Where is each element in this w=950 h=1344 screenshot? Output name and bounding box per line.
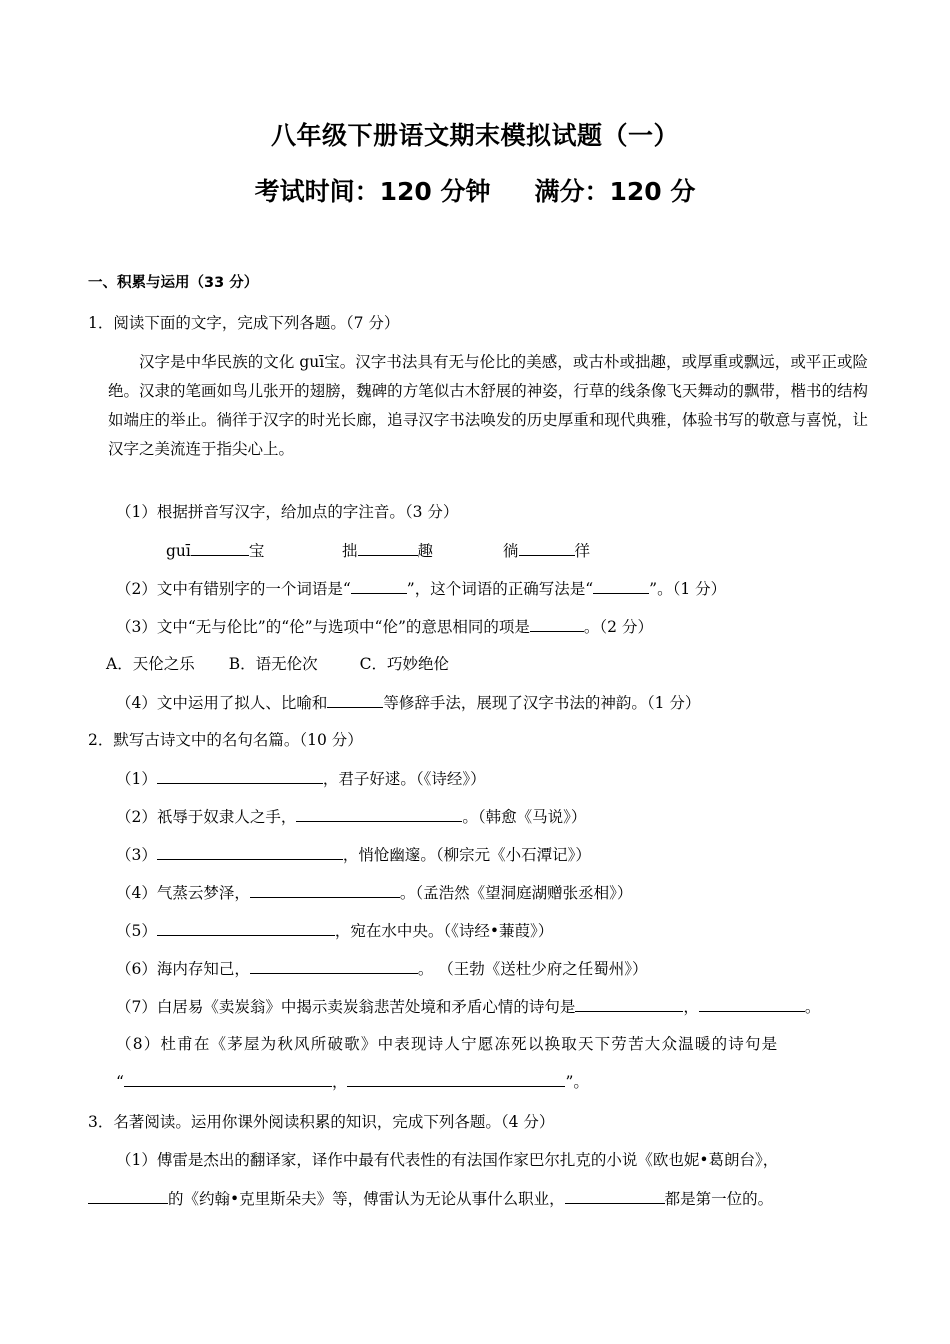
recite-line-6: （6）海内存知己， 。 （王勃《送杜少府之任蜀州》） <box>116 960 648 978</box>
answer-blank[interactable] <box>250 958 418 974</box>
question-1-sub-1: （1）根据拼音写汉字，给加点的字注音。（3 分） <box>116 503 459 521</box>
option-b[interactable]: B．语无伦次 <box>228 655 318 673</box>
fill-guibao: guī 宝 <box>166 542 265 560</box>
recite-line-8: （8）杜甫在《茅屋为秋风所破歌》中表现诗人宁愿冻死以换取天下劳苦大众温暖的诗句是 “ ， ”。 <box>116 1035 779 1091</box>
answer-blank[interactable] <box>157 768 323 784</box>
option-a[interactable]: A．天伦之乐 <box>106 655 195 673</box>
answer-blank[interactable] <box>575 996 683 1012</box>
answer-blank[interactable] <box>124 1071 332 1087</box>
option-c[interactable]: C．巧妙绝伦 <box>359 655 449 673</box>
answer-blank[interactable] <box>191 540 249 556</box>
recite-line-2: （2）祇辱于奴隶人之手， 。（韩愈《马说》） <box>116 808 587 826</box>
answer-blank[interactable] <box>593 578 649 594</box>
answer-blank[interactable] <box>157 844 343 860</box>
question-2-stem: 2．默写古诗文中的名句名篇。（10 分） <box>88 731 363 749</box>
question-1-sub-2: （2）文中有错别字的一个词语是“ ”，这个词语的正确写法是“ ”。（1 分） <box>116 580 727 598</box>
question-3-sub-1: （1）傅雷是杰出的翻译家，译作中最有代表性的有法国作家巴尔扎克的小说《欧也妮•葛朗台》， <box>116 1151 779 1169</box>
question-1-sub-3: （3）文中“无与伦比”的“伦”与选项中“伦”的意思相同的项是 。（2 分） <box>116 618 653 636</box>
recite-line-4: （4）气蒸云梦泽， 。（孟浩然《望洞庭湖赠张丞相》） <box>116 884 633 902</box>
answer-blank[interactable] <box>296 806 462 822</box>
exam-score: 满分：120 分 <box>534 177 696 206</box>
answer-blank[interactable] <box>699 996 805 1012</box>
question-1-stem: 1．阅读下面的文字，完成下列各题。（7 分） <box>88 314 400 332</box>
question-3-stem: 3．名著阅读。运用你课外阅读积累的知识，完成下列各题。（4 分） <box>88 1113 555 1131</box>
answer-blank[interactable] <box>157 920 335 936</box>
question-1-options <box>106 654 449 674</box>
answer-blank[interactable] <box>358 540 418 556</box>
answer-blank[interactable] <box>250 882 400 898</box>
question-1-sub-4: （4）文中运用了拟人、比喻和 等修辞手法，展现了汉字书法的神韵。（1 分） <box>116 694 701 712</box>
answer-blank[interactable] <box>347 1071 565 1087</box>
answer-blank[interactable] <box>519 540 575 556</box>
exam-time: 考试时间：120 分钟 <box>254 177 491 206</box>
recite-line-3: （3） ，悄怆幽邃。（柳宗元《小石潭记》） <box>116 846 591 864</box>
fill-zhuoqu: 拙 趣 <box>342 542 434 560</box>
answer-blank[interactable] <box>88 1188 168 1204</box>
answer-blank[interactable] <box>565 1188 665 1204</box>
question-1-passage: 汉字是中华民族的文化 guī宝。汉字书法具有无与伦比的美感，或古朴或拙趣，或厚重或飘远，或平正或险绝。汉隶的笔画如鸟儿张开的翅膀，魏碑的方笔似古木舒展的神姿，行草的线条像飞天舞动的飘带，楷书的结构如端庄的举止。徜徉于汉字的时光长廊，追寻汉字书法唤发的历史厚重和现代典雅，体验书写的敬意与喜悦，让汉字之美流连于指尖心上。 <box>108 353 868 458</box>
recite-line-7: （7）白居易《卖炭翁》中揭示卖炭翁悲苦处境和矛盾心情的诗句是 ， 。 <box>116 998 821 1016</box>
section-heading: 一、积累与运用（33 分） <box>88 275 259 291</box>
fill-changyang: 徜 徉 <box>503 542 591 560</box>
exam-subtitle <box>0 172 950 208</box>
answer-blank[interactable] <box>327 692 383 708</box>
recite-line-5: （5） ，宛在水中央。（《诗经•蒹葭》） <box>116 922 554 940</box>
exam-title: 八年级下册语文期末模拟试题（一） <box>270 121 679 150</box>
answer-blank[interactable] <box>530 616 584 632</box>
question-3-sub-1-cont: 的《约翰•克里斯朵夫》等，傅雷认为无论从事什么职业， 都是第一位的。 <box>88 1188 773 1209</box>
answer-blank[interactable] <box>351 578 407 594</box>
recite-line-1: （1） ，君子好逑。（《诗经》） <box>116 770 486 788</box>
